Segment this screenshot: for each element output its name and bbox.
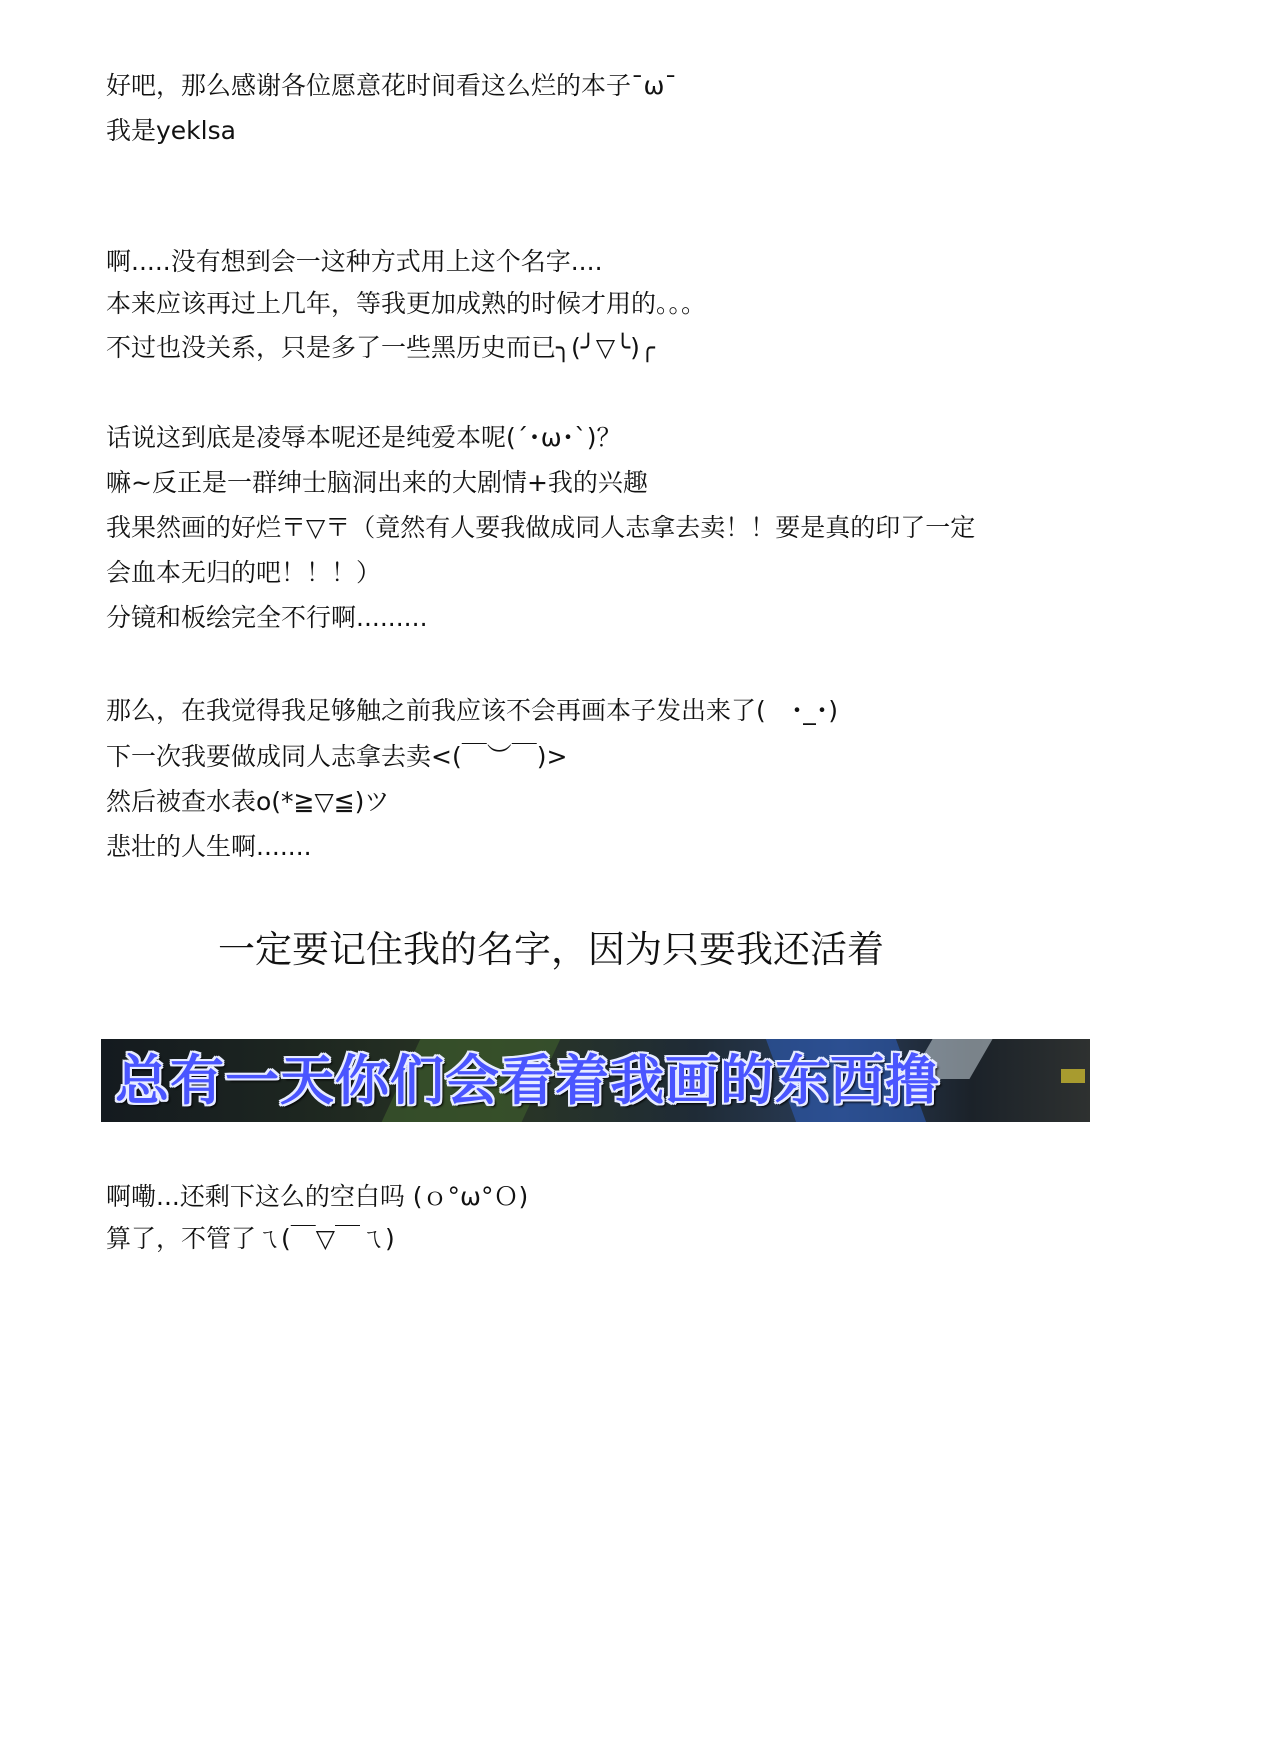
- future-line-1: 那么，在我觉得我足够触之前我应该不会再画本子发出来了( ･_･): [106, 696, 839, 725]
- future-line-4: 悲壮的人生啊.......: [106, 832, 312, 861]
- name-line-1: 啊.....没有想到会一这种方式用上这个名字....: [106, 247, 603, 276]
- future-line-3: 然后被查水表o(*≧▽≦)ツ: [106, 787, 390, 816]
- ending-line-2: 算了，不管了ㄟ(￣▽￣ㄟ): [106, 1224, 395, 1253]
- intro-line-thanks: 好吧，那么感谢各位愿意花时间看这么烂的本子¯ω¯: [106, 71, 677, 100]
- ending-line-1: 啊嘞...还剩下这么的空白吗 (ｏ°ω°Ｏ): [106, 1182, 529, 1211]
- motto-heading: 一定要记住我的名字，因为只要我还活着: [218, 928, 884, 971]
- story-line-2: 嘛~反正是一群绅士脑洞出来的大剧情+我的兴趣: [106, 468, 648, 497]
- intro-line-name: 我是yeklsa: [106, 116, 236, 145]
- name-line-2: 本来应该再过上几年，等我更加成熟的时候才用的。。。: [106, 289, 707, 318]
- story-line-3: 我果然画的好烂〒▽〒（竟然有人要我做成同人志拿去卖！！要是真的印了一定: [106, 513, 976, 542]
- name-line-3: 不过也没关系，只是多了一些黑历史而已╮(╯▽╰)╭: [106, 333, 655, 362]
- story-line-5: 分镜和板绘完全不行啊.........: [106, 603, 428, 632]
- banner-image: [101, 1039, 1090, 1122]
- future-line-2: 下一次我要做成同人志拿去卖<(￣︶￣)>: [106, 742, 568, 771]
- banner-caption: 总有一天你们会看着我画的东西撸: [115, 1048, 940, 1112]
- story-line-4: 会血本无归的吧！！！）: [106, 558, 382, 587]
- banner-shape-yellow: [1061, 1069, 1085, 1083]
- story-line-1: 话说这到底是凌辱本呢还是纯爱本呢(´･ω･`)？: [106, 423, 622, 452]
